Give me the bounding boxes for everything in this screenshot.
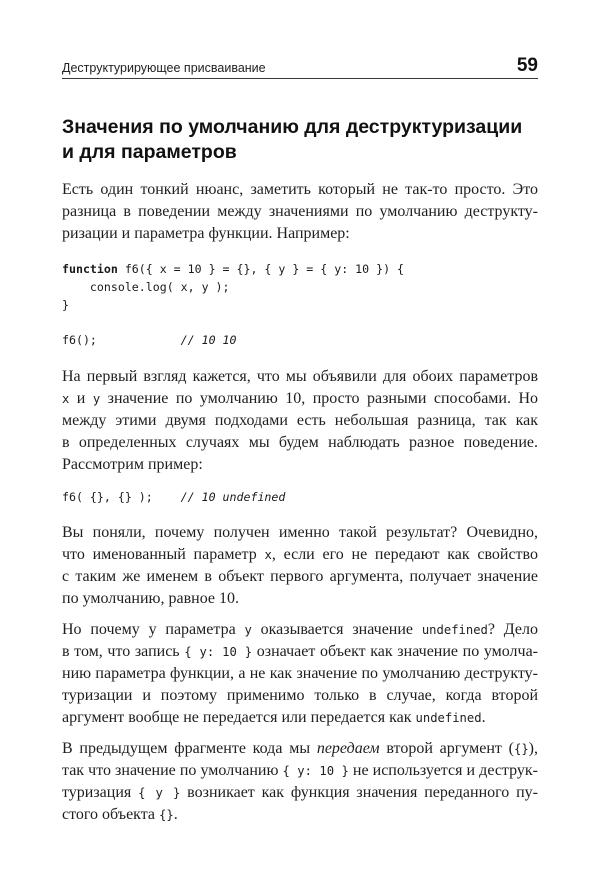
paragraph-3-line-4: по умолчанию, равное 10.: [62, 590, 239, 607]
inline-code-x: x: [264, 548, 272, 562]
paragraph-1-line-3: ризации и параметра функции. Например:: [62, 225, 350, 242]
paragraph-1-line-1: Есть один тонкий нюанс, заметить который не так-то просто. Это: [62, 181, 538, 198]
code-keyword: function: [62, 262, 118, 276]
paragraph-2-line-2: [62, 388, 538, 410]
section-title: Деструктурирующее присваивание: [62, 61, 266, 75]
heading-line-1: Значения по умолчанию для деструктуризации: [62, 116, 523, 138]
paragraph-4-line-3: нию параметра функции, а не как значение по умолчанию деструкту-: [62, 665, 538, 682]
paragraph-3-line-2: [62, 544, 538, 566]
code-comment: // 10 undefined: [180, 490, 286, 504]
running-header: [62, 54, 538, 79]
paragraph-5-line-2: [62, 760, 538, 782]
book-page: [62, 54, 538, 826]
paragraph-5-line-1: [62, 738, 538, 760]
emphasis-text: передаем: [316, 740, 380, 757]
paragraph-2: [62, 366, 538, 476]
paragraph-3-line-1: Вы поняли, почему получен именно такой результат? Очевидно,: [62, 524, 538, 541]
code-block-call-2: [62, 488, 538, 506]
inline-code-object: { y: 10 }: [282, 764, 349, 778]
inline-code-x: x: [62, 392, 70, 406]
paragraph-2-line-1: На первый взгляд кажется, что мы объявили для обоих параметров: [62, 368, 538, 385]
heading-line-2: и для параметров: [62, 141, 237, 163]
text-fragment: означает объект как значение по умолча-: [252, 643, 538, 660]
paragraph-4: [62, 619, 538, 729]
text-fragment: Но почему у параметра: [62, 621, 245, 638]
paragraph-3-line-3: с таким же именем в объект первого аргумента, получает значение: [62, 568, 538, 585]
text-fragment: не используется и деструк-: [348, 762, 538, 779]
paragraph-4-line-1: [62, 619, 538, 641]
page-number: 59: [516, 55, 538, 76]
inline-code-empty-object: {}: [513, 742, 529, 756]
inline-code-object: { y: 10 }: [184, 645, 253, 659]
code-line-2: console.log( x, y );: [62, 280, 230, 294]
text-fragment: что именованный параметр: [62, 546, 265, 563]
code-block-call-1: [62, 331, 538, 349]
paragraph-5: [62, 738, 538, 826]
inline-code-y: y: [92, 392, 101, 406]
text-fragment: .: [481, 709, 486, 726]
text-fragment: в том, что запись: [62, 643, 185, 660]
text-fragment: аргумент вообще не передается или передается как: [62, 709, 416, 726]
paragraph-4-line-4: туризации и поэтому применимо только в случае, когда второй: [62, 687, 538, 704]
paragraph-5-line-4: [62, 804, 538, 826]
paragraph-5-line-3: [62, 782, 538, 804]
paragraph-2-line-4: в определенных случаях мы будем наблюдать разное поведение.: [62, 434, 538, 451]
paragraph-2-line-5: Рассмотрим пример:: [62, 456, 203, 473]
paragraph-4-line-5: [62, 707, 538, 729]
paragraph-4-line-2: [62, 641, 538, 663]
inline-code-empty-object: {}: [159, 808, 174, 822]
code-call: f6( {}, {} );: [62, 490, 181, 504]
paragraph-3: [62, 522, 538, 610]
text-fragment: так что значение по умолчанию: [62, 762, 283, 779]
code-call: f6();: [62, 333, 181, 347]
inline-code-undefined: undefined: [415, 711, 482, 725]
text-fragment: ? Дело: [487, 621, 538, 638]
text-fragment: ),: [528, 740, 538, 757]
text-fragment: возникает как функция значения переданного пу-: [180, 784, 539, 801]
section-heading: [62, 115, 538, 165]
inline-code-pattern: { y }: [138, 786, 181, 800]
text-fragment: стого объекта: [62, 806, 160, 823]
text-fragment: В предыдущем фрагменте кода мы: [62, 740, 317, 757]
text-fragment: туризация: [62, 784, 139, 801]
paragraph-1: [62, 179, 538, 245]
code-line-1: f6({ x = 10 } = {}, { y } = { y: 10 }) {: [117, 262, 405, 276]
paragraph-2-line-3: между этими двумя подходами есть небольшая разница, так как: [62, 412, 538, 429]
code-block-function: [62, 260, 538, 314]
text-fragment: .: [173, 806, 178, 823]
inline-code-undefined: undefined: [421, 623, 488, 637]
text-fragment: значение по умолчанию 10, просто разными способами. Но: [100, 390, 539, 407]
text-fragment: и: [69, 390, 93, 407]
code-comment: // 10 10: [180, 333, 237, 347]
inline-code-y: y: [244, 623, 252, 637]
text-fragment: , если его не передают как свойство: [271, 546, 538, 563]
code-line-3: }: [62, 298, 69, 312]
text-fragment: оказывается значение: [251, 621, 422, 638]
paragraph-1-line-2: разница в поведении между значениями по умолчанию деструкту-: [62, 203, 538, 220]
text-fragment: второй аргумент (: [379, 740, 514, 757]
